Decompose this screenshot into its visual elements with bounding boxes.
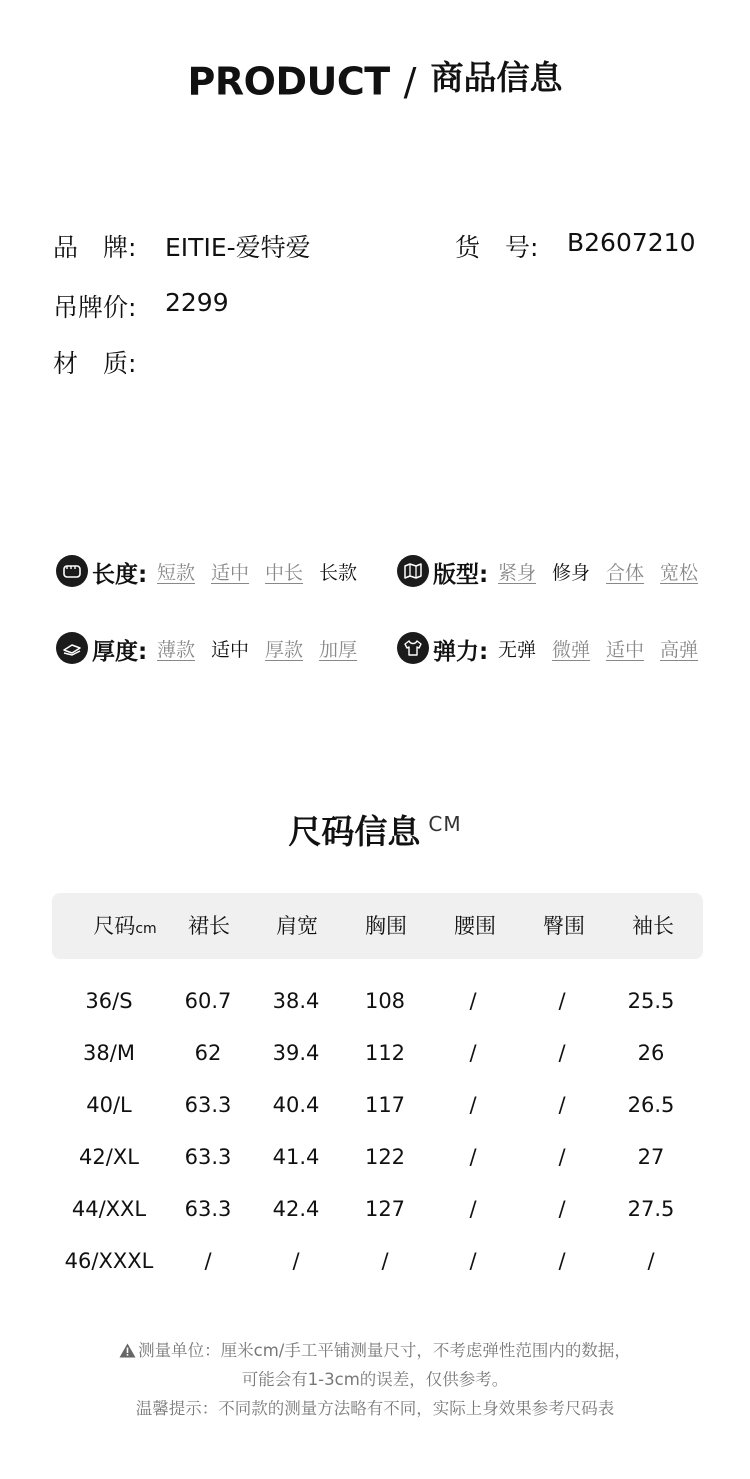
table-cell: 27.5 xyxy=(627,1197,675,1221)
attr-fit xyxy=(397,555,717,589)
table-cell: / xyxy=(558,1249,566,1273)
elasticity-option-high: 高弹 xyxy=(660,639,699,661)
fit-option-tight: 紧身 xyxy=(498,562,537,584)
table-cell: / xyxy=(647,1249,655,1273)
th-skirt-length: 裙长 xyxy=(188,914,230,938)
brand-row xyxy=(53,228,311,264)
thickness-option-extra-thick: 加厚 xyxy=(319,639,358,661)
shirt-icon xyxy=(397,632,429,664)
table-cell: / xyxy=(469,1197,477,1221)
warning-icon xyxy=(119,1343,136,1358)
layers-icon xyxy=(56,632,88,664)
fit-option-regular: 合体 xyxy=(606,562,645,584)
material-row xyxy=(53,344,136,380)
th-size-unit: cm xyxy=(135,921,157,937)
sku-row xyxy=(455,228,696,264)
table-cell: / xyxy=(469,989,477,1013)
table-cell: / xyxy=(558,989,566,1013)
table-cell: 117 xyxy=(364,1093,406,1117)
attr-thickness xyxy=(56,632,376,666)
attr-length-label: 长度: xyxy=(92,562,148,588)
material-label: 材 质: xyxy=(53,349,137,378)
table-cell: 38.4 xyxy=(272,989,320,1013)
ruler-icon xyxy=(56,555,88,587)
table-cell: 42/XL xyxy=(79,1145,139,1169)
size-title-unit: CM xyxy=(428,812,462,836)
attr-fit-label: 版型: xyxy=(433,562,489,588)
table-cell: 41.4 xyxy=(272,1145,320,1169)
size-table-header xyxy=(52,893,703,959)
elasticity-option-none: 无弹 xyxy=(498,639,537,661)
table-row xyxy=(0,1085,750,1125)
size-title: 尺码信息 xyxy=(288,812,421,851)
table-cell: 63.3 xyxy=(184,1093,232,1117)
length-option-long: 长款 xyxy=(319,562,358,584)
table-cell: / xyxy=(292,1249,300,1273)
table-cell: 44/XXL xyxy=(71,1197,147,1221)
attr-elasticity xyxy=(397,632,717,666)
header-zh: 商品信息 xyxy=(430,58,563,97)
table-cell: 62 xyxy=(194,1041,222,1065)
th-shoulder: 肩宽 xyxy=(276,914,318,938)
elasticity-option-slight: 微弹 xyxy=(552,639,591,661)
length-option-medium: 适中 xyxy=(211,562,250,584)
table-cell: 40/L xyxy=(86,1093,132,1117)
thickness-option-thin: 薄款 xyxy=(157,639,196,661)
table-cell: 122 xyxy=(364,1145,406,1169)
table-cell: 27 xyxy=(637,1145,665,1169)
table-cell: / xyxy=(204,1249,212,1273)
header-en: PRODUCT xyxy=(187,59,390,104)
thickness-option-medium: 适中 xyxy=(211,639,250,661)
table-cell: 26.5 xyxy=(627,1093,675,1117)
table-row xyxy=(0,1137,750,1177)
header-separator: / xyxy=(403,59,417,104)
table-cell: / xyxy=(381,1249,389,1273)
price-label: 吊牌价: xyxy=(53,293,137,322)
table-cell: 25.5 xyxy=(627,989,675,1013)
table-cell: / xyxy=(469,1145,477,1169)
sku-label: 货 号: xyxy=(455,233,539,262)
price-row xyxy=(53,288,229,324)
th-size: 尺码cm xyxy=(93,914,157,938)
table-cell: / xyxy=(469,1093,477,1117)
table-cell: 36/S xyxy=(85,989,133,1013)
table-cell: 38/M xyxy=(83,1041,135,1065)
brand-label: 品 牌: xyxy=(53,233,137,262)
table-cell: / xyxy=(558,1197,566,1221)
table-cell: 26 xyxy=(637,1041,665,1065)
table-row xyxy=(0,1241,750,1281)
note-line-3: 温馨提示：不同款的测量方法略有不同，实际上身效果参考尺码表 xyxy=(135,1399,615,1418)
th-sleeve: 袖长 xyxy=(632,914,674,938)
table-cell: / xyxy=(558,1093,566,1117)
notes xyxy=(0,1336,750,1423)
attr-length xyxy=(56,555,376,589)
price-value: 2299 xyxy=(165,288,229,317)
table-cell: / xyxy=(469,1249,477,1273)
attr-elasticity-label: 弹力: xyxy=(433,639,489,665)
page-header xyxy=(0,58,750,105)
table-cell: 40.4 xyxy=(272,1093,320,1117)
table-cell: 42.4 xyxy=(272,1197,320,1221)
table-row xyxy=(0,1189,750,1229)
th-hip: 臀围 xyxy=(543,914,585,938)
table-cell: 63.3 xyxy=(184,1197,232,1221)
note-line-1: 测量单位：厘米cm/手工平铺测量尺寸，不考虑弹性范围内的数据， xyxy=(0,1336,750,1365)
sku-value: B2607210 xyxy=(567,228,696,257)
table-cell: 127 xyxy=(364,1197,406,1221)
table-cell: 46/XXXL xyxy=(64,1249,154,1273)
th-waist: 腰围 xyxy=(454,914,496,938)
table-row xyxy=(0,1033,750,1073)
map-icon xyxy=(397,555,429,587)
note-line-2: 可能会有1-3cm的误差，仅供参考。 xyxy=(241,1370,509,1389)
length-option-midlong: 中长 xyxy=(265,562,304,584)
th-bust: 胸围 xyxy=(365,914,407,938)
elasticity-option-medium: 适中 xyxy=(606,639,645,661)
fit-option-loose: 宽松 xyxy=(660,562,699,584)
thickness-option-thick: 厚款 xyxy=(265,639,304,661)
length-option-short: 短款 xyxy=(157,562,196,584)
fit-option-slim: 修身 xyxy=(552,562,591,584)
table-cell: 63.3 xyxy=(184,1145,232,1169)
attr-thickness-label: 厚度: xyxy=(92,639,148,665)
table-cell: 108 xyxy=(364,989,406,1013)
table-cell: 60.7 xyxy=(184,989,232,1013)
table-cell: / xyxy=(558,1041,566,1065)
brand-value: EITIE-爱特爱 xyxy=(165,233,311,262)
table-cell: / xyxy=(558,1145,566,1169)
table-row xyxy=(0,981,750,1021)
size-section-title xyxy=(0,806,750,853)
table-cell: 39.4 xyxy=(272,1041,320,1065)
table-cell: / xyxy=(469,1041,477,1065)
table-cell: 112 xyxy=(364,1041,406,1065)
